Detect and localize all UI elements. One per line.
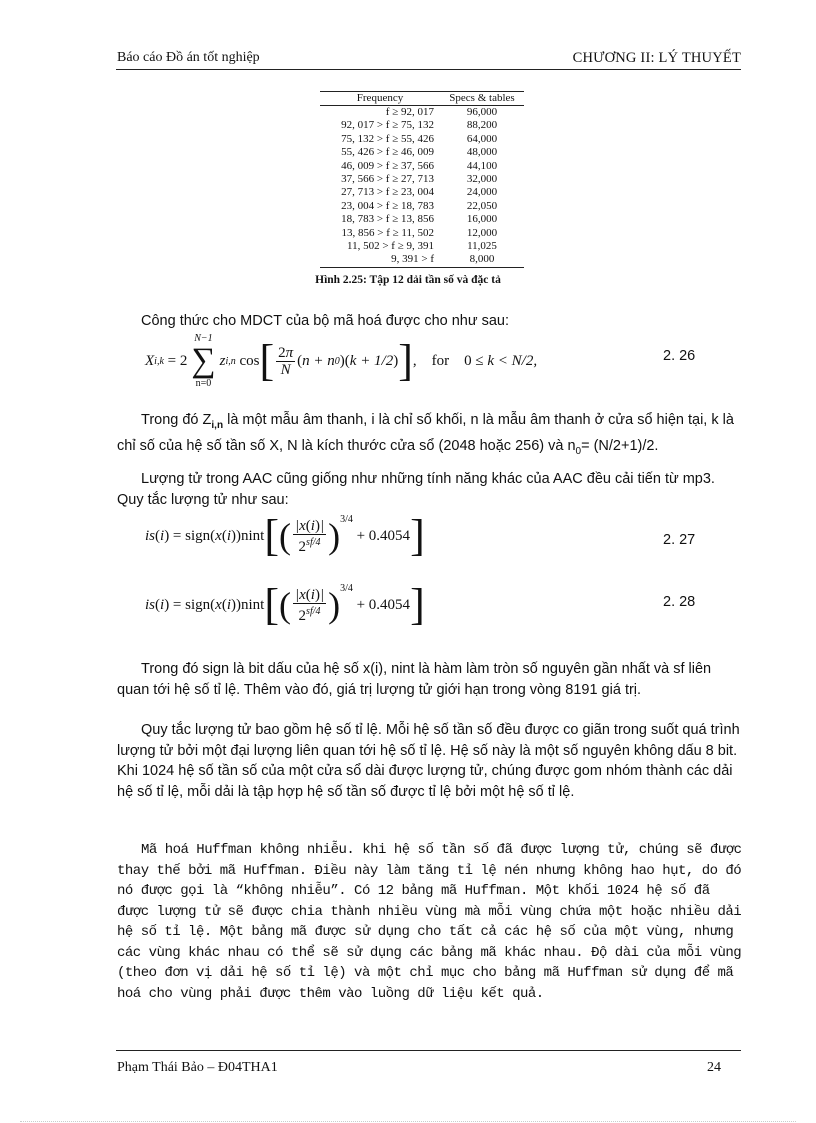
table-row — [320, 106, 524, 120]
frequency-range-cell: 75, 132 > f ≥ 55, 426 — [341, 132, 434, 145]
spec-cell: 88,200 — [466, 119, 498, 132]
frequency-range-cell: 18, 783 > f ≥ 13, 856 — [341, 213, 434, 226]
frequency-range-cell: 92, 017 > f ≥ 75, 132 — [341, 119, 434, 132]
paragraph-sign-nint: Trong đó sign là bit dấu của hệ số x(i), nint là hàm làm tròn số nguyên gần nhất và sf liên quan tới hệ số tỉ lệ. Thêm vào đó, giá trị lượng tử giới hạn trong vòng 8191 giá trị. — [117, 661, 712, 698]
header-right: CHƯƠNG II: LÝ THUYẾT — [572, 50, 741, 66]
equation-number: 2. 26 — [663, 348, 696, 364]
table-row — [320, 119, 524, 132]
paragraph-scale-factor: Quy tắc lượng tử bao gồm hệ số tỉ lệ. Mỗi hệ số tần số đều được co giãn trong suốt quá trình lượng tử bởi một đại lượng liên quan tới hệ số tỉ lệ. Hệ số này là một số nguyên không dấu 8 bit. Khi 1024 hệ số tần số của một cửa sổ dài được lượng tử, chúng được gom nhóm thành các dải hệ số tỉ lệ, mỗi dải là tập hợp hệ số tần số được tỉ lệ bởi một hệ số tỉ lệ. — [117, 722, 740, 800]
frequency-range-cell: 37, 566 > f ≥ 27, 713 — [341, 173, 434, 186]
footer-rule — [116, 1050, 741, 1051]
table-row — [320, 133, 524, 146]
header-left: Báo cáo Đồ án tốt nghiệp — [117, 50, 260, 65]
mdct-intro: Công thức cho MDCT của bộ mã hoá được cho như sau: — [141, 313, 510, 329]
table-row — [320, 173, 524, 186]
frequency-range-cell: 55, 426 > f ≥ 46, 009 — [341, 146, 434, 159]
table-row — [320, 240, 524, 253]
spec-cell: 8,000 — [440, 253, 524, 267]
spec-cell: 12,000 — [466, 226, 498, 239]
frequency-range-cell: 13, 856 > f ≥ 11, 502 — [341, 226, 434, 239]
equation-number: 2. 27 — [663, 532, 696, 548]
table-row — [320, 186, 524, 199]
equation-number: 2. 28 — [663, 594, 696, 610]
spec-cell: 44,100 — [466, 159, 498, 172]
spec-cell: 48,000 — [466, 146, 498, 159]
spec-cell: 16,000 — [466, 213, 498, 226]
frequency-range-cell: 11, 502 > f ≥ 9, 391 — [347, 240, 434, 253]
header-rule — [116, 69, 741, 70]
frequency-range-cell: 9, 391 > f — [320, 253, 440, 267]
mdct-formula: X i,k = 2 N−1 ∑ n=0 z i,n cos [ $\frac{2\pi}{N}$ ( n + n 0 )( k + 1/2 ) ] , for 0 ≤ k < N/2, — [145, 333, 538, 389]
column-header: Frequency — [320, 92, 440, 106]
paragraph-huffman: Mã hoá Huffman không nhiễu. khi hệ số tần số đã được lượng tử, chúng sẽ được thay thế bởi mã Huffman. Điều này làm tăng tỉ lệ nén nhưng không hao hụt, do đó nó được gọi là “không nhiễu”. Có 12 bảng mã Huffman. Một khối 1024 hệ số đã được lượng tử sẽ được chia thành nhiều vùng mà mỗi vùng chứa một hoặc nhiều dải hệ số tỉ lệ. Một bảng mã được sử dụng cho tất cả các hệ số của một vùng, nhưng các vùng khác nhau có thể sẽ sử dụng các bảng mã khác nhau. Độ dài của mỗi vùng (theo đơn vị dải hệ số tỉ lệ) và một chỉ mục cho bảng mã Huffman sử dụng để mã hoá cho vùng phải được thêm vào luồng dữ liệu kết quả. — [117, 842, 742, 1002]
frequency-range-cell: 23, 004 > f ≥ 18, 783 — [341, 199, 434, 212]
column-header: Specs & tables — [440, 92, 524, 106]
spec-cell: 11,025 — [467, 240, 497, 253]
spec-cell: 64,000 — [466, 132, 498, 145]
spec-cell: 96,000 — [466, 106, 498, 118]
quantization-formula-2: is ( i ) = sign( x ( i ))nint [ ( $\frac{|x(i)|}{2^{sf/4}}$ ) $^{3/4}$ + 0.4054 ] — [145, 580, 425, 629]
table-row — [320, 213, 524, 226]
frequency-range-cell: 27, 713 > f ≥ 23, 004 — [341, 186, 434, 199]
frequency-range-cell: 46, 009 > f ≥ 37, 566 — [341, 159, 434, 172]
page-number: 24 — [707, 1060, 721, 1075]
spec-cell: 22,050 — [466, 199, 498, 212]
table-row — [320, 160, 524, 173]
paragraph-quantization-intro: Lượng tử trong AAC cũng giống như những tính năng khác của AAC đều cải tiến từ mp3. Quy tắc lượng tử như sau: — [117, 471, 715, 508]
frequency-range-cell: f ≥ 92, 017 — [385, 106, 434, 118]
spec-cell: 32,000 — [466, 173, 498, 186]
frequency-table — [320, 91, 524, 268]
table-row — [320, 227, 524, 240]
table-row — [320, 200, 524, 213]
figure-caption: Hình 2.25: Tập 12 dải tần số và đặc tả — [315, 274, 501, 286]
quantization-formula-1: is ( i ) = sign( x ( i ))nint [ ( $\frac{|x(i)|}{2^{sf/4}}$ ) $^{3/4}$ + 0.4054 ] — [145, 511, 425, 560]
paragraph-mdct-variables: Trong đó $Z_{i,n}$ là một mẫu âm thanh, i là chỉ số khối, n là mẫu âm thanh ở cửa sổ hiện tại, k là chỉ số của hệ số tần số X, N là kích thước cửa sổ (2048 hoặc 256) và $n_0= (N/2+1)/2$. — [117, 412, 734, 458]
table-row — [320, 253, 524, 267]
spec-cell: 24,000 — [466, 186, 498, 199]
footer-author: Phạm Thái Bảo – Đ04THA1 — [117, 1060, 278, 1075]
page-break-line — [20, 1121, 796, 1122]
table-row — [320, 146, 524, 159]
